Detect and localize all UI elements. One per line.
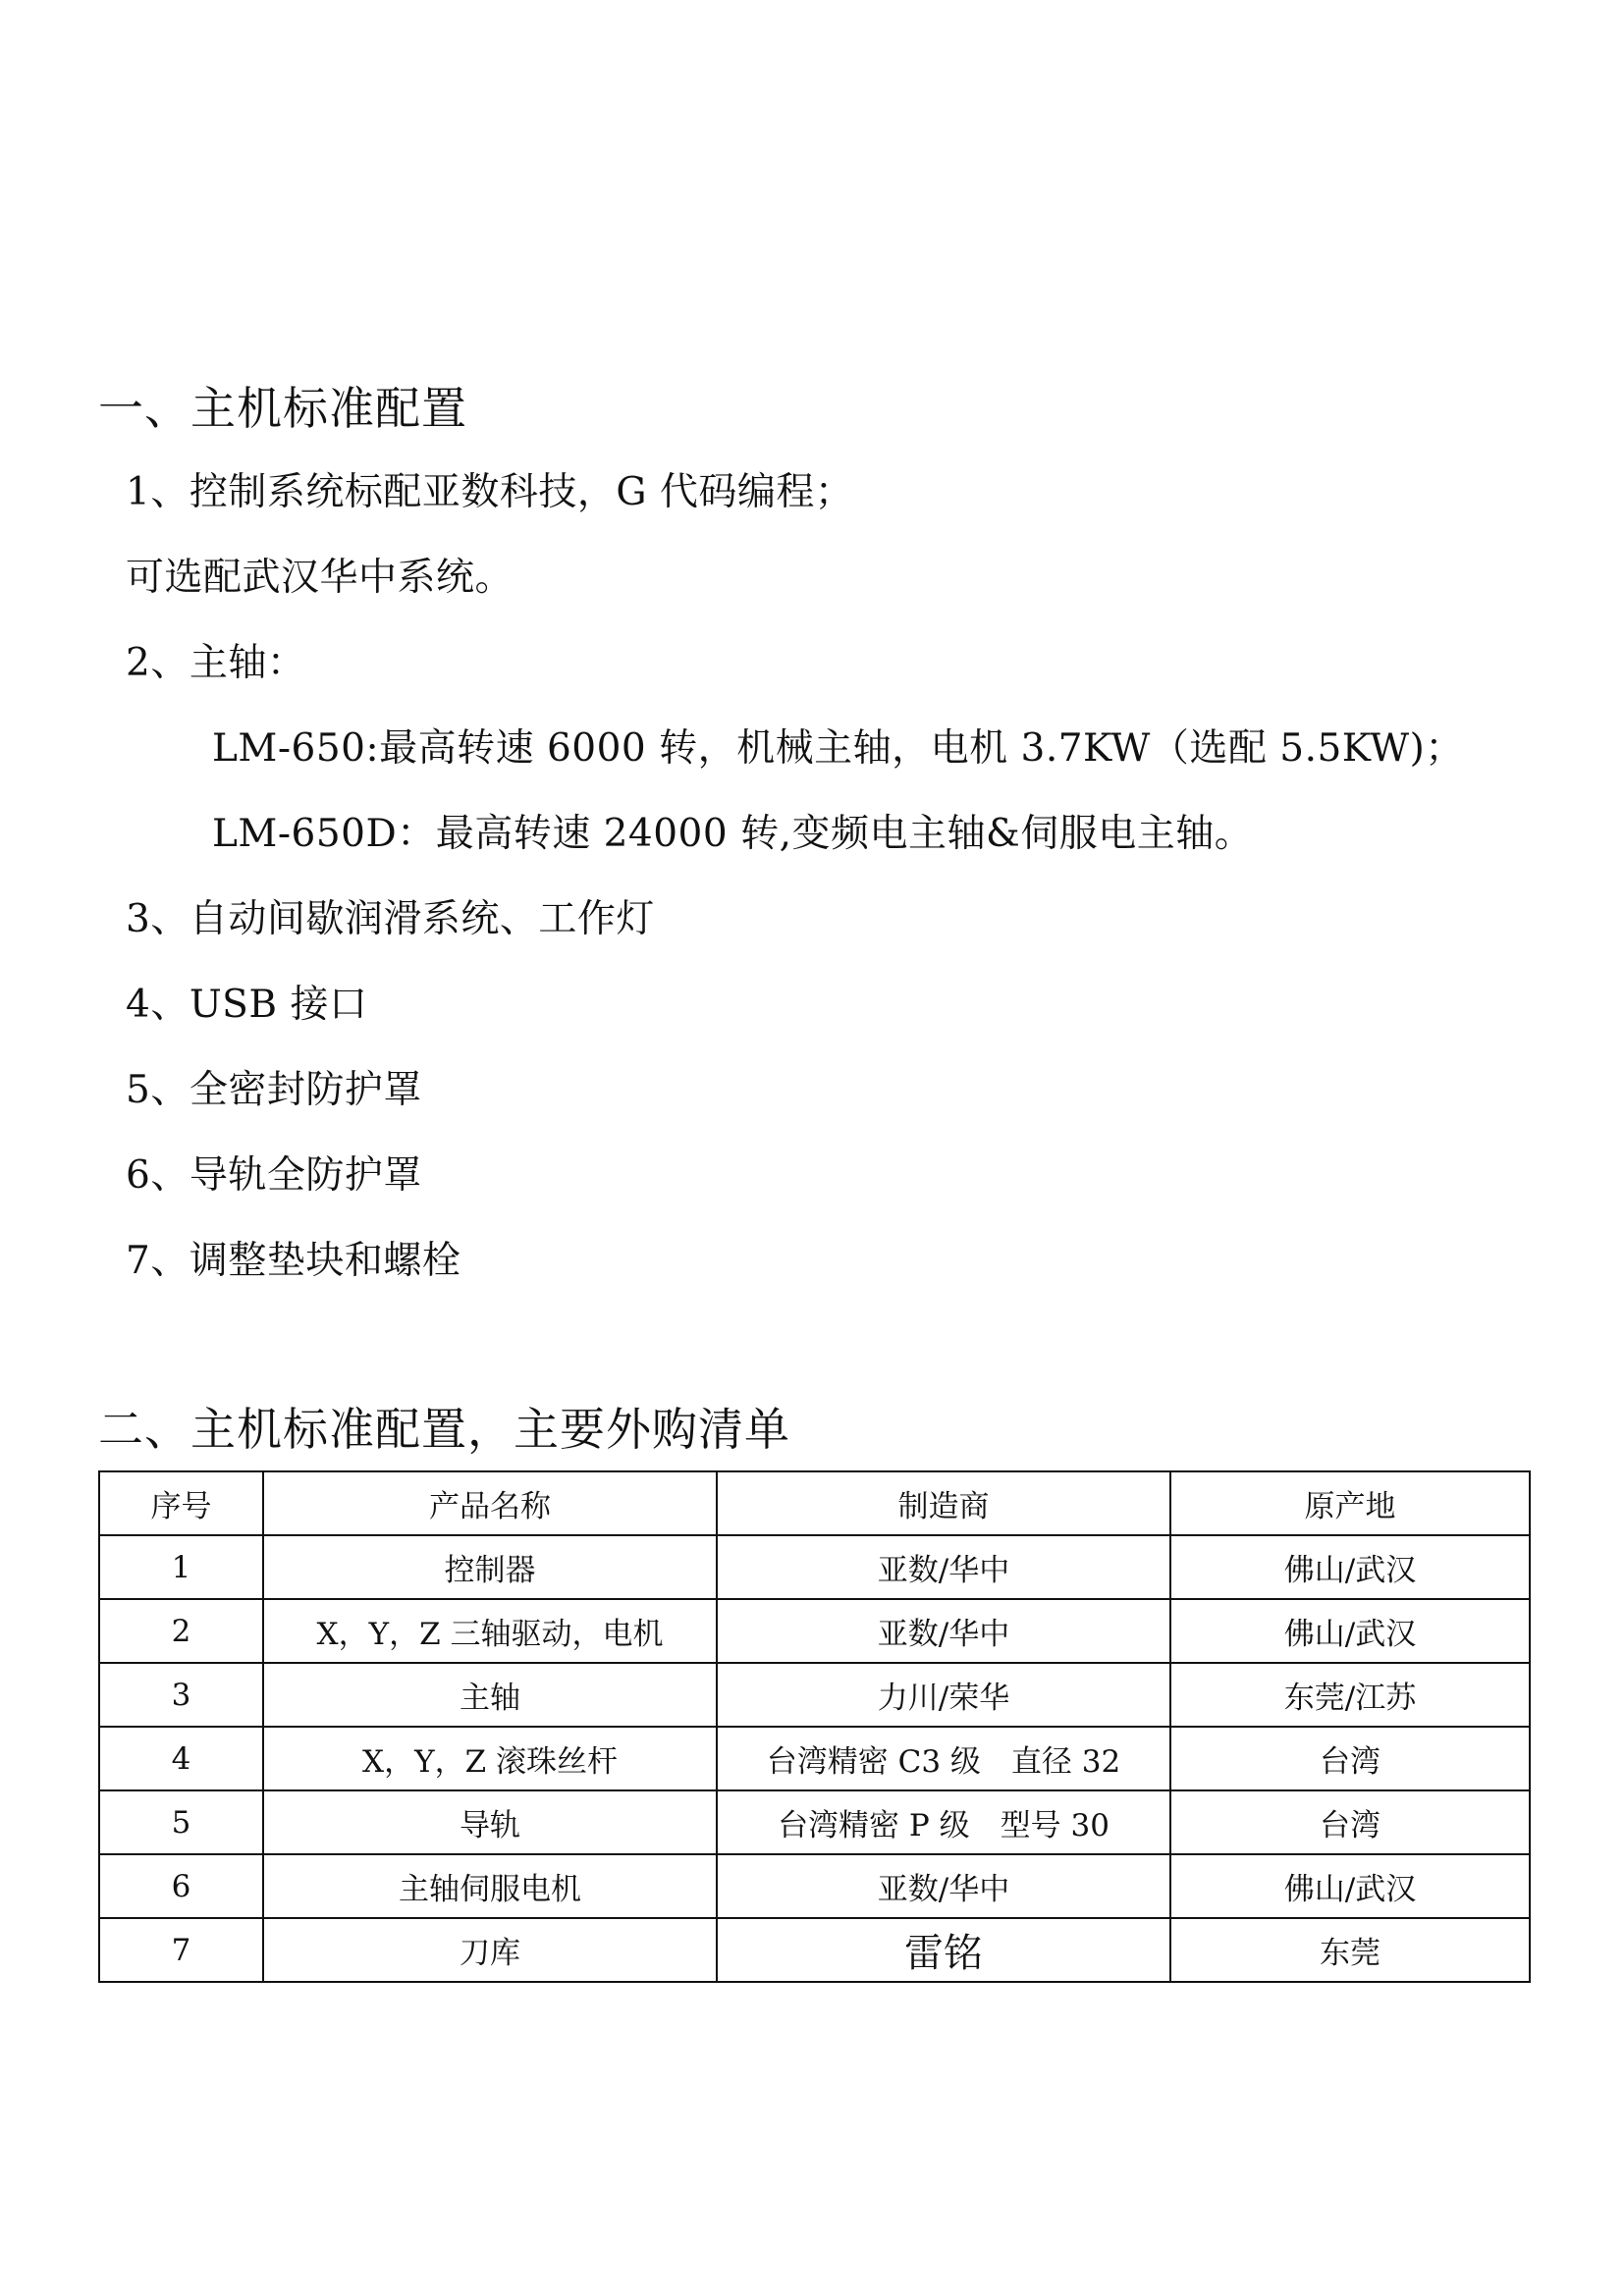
- table-row: [99, 1790, 1530, 1854]
- table-header-row: [99, 1471, 1530, 1535]
- config-item-5: 5、全密封防护罩: [126, 1068, 422, 1112]
- table-row: [99, 1599, 1530, 1663]
- table-row: [99, 1535, 1530, 1599]
- header-manufacturer: 制造商: [717, 1471, 1170, 1535]
- cell-manufacturer: 台湾精密 P 级 型号 30: [717, 1790, 1170, 1854]
- header-product: 产品名称: [263, 1471, 717, 1535]
- cell-manufacturer: 亚数/华中: [717, 1854, 1170, 1918]
- config-item-4: 4、USB 接口: [126, 983, 368, 1027]
- table-row: [99, 1854, 1530, 1918]
- config-item-1: 1、控制系统标配亚数科技，G 代码编程；: [126, 470, 854, 514]
- cell-origin: 台湾: [1170, 1790, 1530, 1854]
- cell-origin: 台湾: [1170, 1727, 1530, 1790]
- cell-manufacturer: 台湾精密 C3 级 直径 32: [717, 1727, 1170, 1790]
- config-item-7: 7、调整垫块和螺栓: [126, 1239, 461, 1283]
- section1-title: 一、主机标准配置: [98, 382, 467, 435]
- cell-product: 主轴: [263, 1663, 717, 1727]
- purchase-list-table: [98, 1470, 1531, 1983]
- cell-index: 6: [99, 1854, 263, 1918]
- cell-origin: 佛山/武汉: [1170, 1854, 1530, 1918]
- config-item-2-lm650d: LM-650D：最高转速 24000 转,变频电主轴&伺服电主轴。: [212, 812, 1254, 856]
- cell-index: 7: [99, 1918, 263, 1982]
- table-row: [99, 1727, 1530, 1790]
- cell-index: 1: [99, 1535, 263, 1599]
- cell-origin: 东莞: [1170, 1918, 1530, 1982]
- cell-product: 主轴伺服电机: [263, 1854, 717, 1918]
- table-row: [99, 1663, 1530, 1727]
- cell-manufacturer: 亚数/华中: [717, 1535, 1170, 1599]
- cell-origin: 佛山/武汉: [1170, 1599, 1530, 1663]
- header-index: 序号: [99, 1471, 263, 1535]
- cell-manufacturer: 亚数/华中: [717, 1599, 1170, 1663]
- cell-product: X，Y，Z 滚珠丝杆: [263, 1727, 717, 1790]
- config-item-2-lm650: LM-650:最高转速 6000 转，机械主轴，电机 3.7KW（选配 5.5KW)；: [212, 726, 1464, 771]
- cell-product: 刀库: [263, 1918, 717, 1982]
- config-item-3: 3、自动间歇润滑系统、工作灯: [126, 897, 655, 941]
- cell-product: X，Y，Z 三轴驱动，电机: [263, 1599, 717, 1663]
- cell-index: 2: [99, 1599, 263, 1663]
- cell-manufacturer: 力川/荣华: [717, 1663, 1170, 1727]
- cell-index: 5: [99, 1790, 263, 1854]
- header-origin: 原产地: [1170, 1471, 1530, 1535]
- cell-product: 导轨: [263, 1790, 717, 1854]
- cell-index: 3: [99, 1663, 263, 1727]
- table-row: [99, 1918, 1530, 1982]
- section2-title: 二、主机标准配置，主要外购清单: [98, 1403, 790, 1456]
- cell-origin: 东莞/江苏: [1170, 1663, 1530, 1727]
- cell-origin: 佛山/武汉: [1170, 1535, 1530, 1599]
- config-item-6: 6、导轨全防护罩: [126, 1153, 422, 1198]
- cell-manufacturer: 雷铭: [717, 1918, 1170, 1982]
- purchase-list-table-wrap: [98, 1470, 1529, 1983]
- config-item-2: 2、主轴：: [126, 641, 306, 685]
- config-item-1-note: 可选配武汉华中系统。: [126, 556, 514, 600]
- cell-index: 4: [99, 1727, 263, 1790]
- cell-product: 控制器: [263, 1535, 717, 1599]
